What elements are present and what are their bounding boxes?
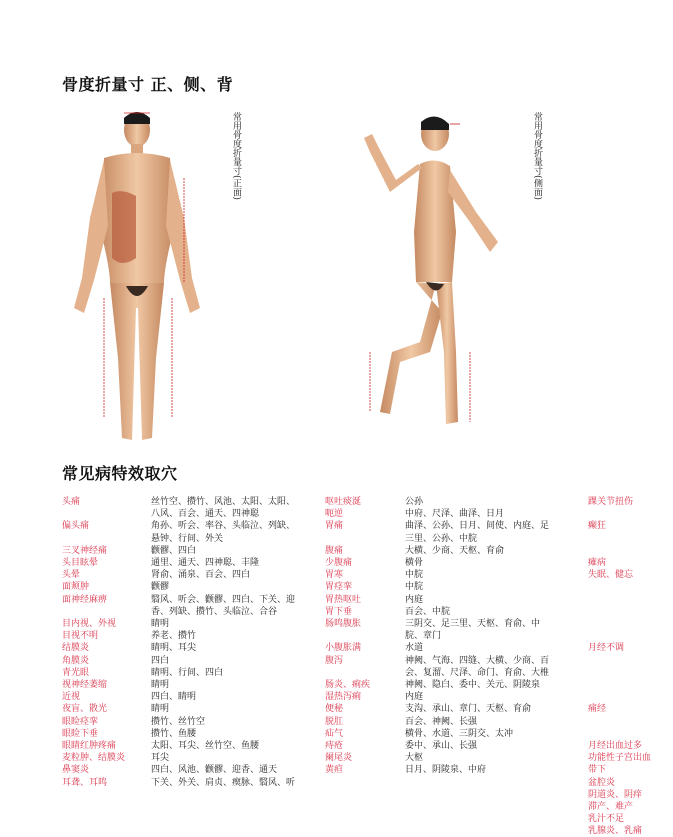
- disease-name: 湿热泻痢: [325, 692, 362, 703]
- acupoint-list: 百会、中脘: [405, 606, 451, 617]
- acupoint-list: 下关、外关、肩贞、瘈脉、翳风、听: [151, 777, 296, 788]
- disease-name: 痛经: [588, 704, 607, 715]
- acupoint-list: 攒竹、丝竹空: [151, 716, 206, 727]
- disease-name: 眼睑痉挛: [62, 716, 99, 727]
- disease-name: 胃痉挛: [325, 582, 353, 593]
- acupoint-list: 水道: [405, 643, 424, 654]
- disease-name: 痔疮: [325, 741, 344, 751]
- disease-name: 胃热呕吐: [325, 594, 362, 605]
- disease-name: 月经不调: [588, 643, 625, 654]
- disease-name: 面颊肿: [62, 582, 90, 593]
- side-figure-caption: 常用骨度折量寸(侧面): [532, 112, 542, 201]
- acupoint-list: 公孙: [405, 497, 424, 507]
- disease-name: 眼睛红肿疼痛: [62, 741, 117, 751]
- acupoint-list: 四白、风池、颧髎、迎香、通天: [151, 765, 278, 776]
- acupoint-list: 香、列缺、攒竹、头临泣、合谷: [151, 606, 278, 617]
- acupoint-list: 太阳、耳尖、丝竹空、鱼腰: [151, 741, 260, 751]
- acupoint-list: 耳尖: [151, 753, 170, 764]
- acupoint-list: 内庭: [405, 594, 424, 605]
- disease-name: 功能性子宫出血: [588, 753, 652, 764]
- disease-name: 阴道炎、阴痒: [588, 789, 643, 800]
- acupoint-list: 颧髎: [151, 582, 170, 593]
- disease-name: 视神经萎缩: [62, 680, 108, 690]
- side-figure-illustration: [350, 112, 520, 442]
- acupoint-list: 翳风、听会、颧髎、四白、下关、迎: [151, 594, 296, 605]
- section-title-bone-measurement: 骨度折量寸 正、侧、背: [62, 75, 234, 94]
- acupoint-list: 大枢: [405, 753, 424, 764]
- acupoint-list: 支沟、承山、章门、天枢、育俞: [405, 704, 532, 715]
- disease-name: 耳聋、耳鸣: [62, 777, 108, 788]
- disease-name: 目内视、外视: [62, 619, 117, 629]
- disease-name: 月经出血过多: [588, 741, 643, 751]
- disease-name: 癫狂: [588, 521, 607, 532]
- acupoint-list: 养老、攒竹: [151, 631, 197, 642]
- acupoint-list: 攒竹、鱼腰: [151, 728, 197, 739]
- acupoint-list: 会、复溜、尺泽、命门、育俞、大椎: [405, 667, 550, 678]
- disease-name: 偏头痛: [62, 521, 90, 532]
- acupoint-list: 睛明、耳尖: [151, 643, 197, 654]
- acupoint-list: 内庭: [405, 692, 424, 703]
- disease-name: 脱肛: [325, 716, 344, 727]
- disease-name: 面神经麻痹: [62, 594, 108, 605]
- acupoint-list: 睛明: [151, 619, 170, 629]
- disease-name: 呃逆: [325, 509, 344, 520]
- acupoint-list: 四白: [151, 655, 170, 666]
- disease-name: 呕吐痰涎: [325, 497, 362, 507]
- disease-name: 胃下垂: [325, 606, 353, 617]
- section-title-common-diseases: 常见病特效取穴: [62, 464, 178, 483]
- disease-name: 头痛: [62, 497, 81, 507]
- disease-name: 带下: [588, 765, 607, 776]
- disease-name: 便秘: [325, 704, 344, 715]
- acupoint-list: 中脘: [405, 582, 424, 593]
- acupoint-list: 睛明: [151, 704, 170, 715]
- disease-name: 鼻窦炎: [62, 765, 90, 776]
- acupoint-list: 三阴交、足三里、天枢、育俞、中: [405, 619, 541, 629]
- disease-name: 踝关节扭伤: [588, 497, 634, 507]
- disease-name: 结膜炎: [62, 643, 90, 654]
- disease-name: 滞产、难产: [588, 802, 634, 812]
- disease-name: 瘫病: [588, 558, 607, 568]
- acupoint-list: 肾俞、涌泉、百会、四白: [151, 570, 251, 581]
- acupoint-list: 神阙、气海、四缝、大横、少商、百: [405, 655, 550, 666]
- acupoint-list: 丝竹空、攒竹、风池、太阳、太阳、: [151, 497, 296, 507]
- disease-name: 腹痛: [325, 545, 344, 556]
- acupoint-list: 悬钟、行间、外关: [151, 533, 224, 544]
- disease-name: 夜盲、散光: [62, 704, 108, 715]
- disease-name: 头晕: [62, 570, 81, 581]
- disease-name: 肠炎、痢疾: [325, 680, 371, 690]
- acupoint-list: 睛明、行间、四白: [151, 667, 224, 678]
- disease-name: 小腹胀满: [325, 643, 362, 654]
- acupoint-list: 委中、承山、长强: [405, 741, 478, 751]
- disease-name: 腹泻: [325, 655, 344, 666]
- acupoint-list: 脘、章门: [405, 631, 442, 642]
- acupoint-list: 神阙、隐白、委中、关元、阴陵泉: [405, 680, 541, 690]
- acupoint-list: 百会、神阙、长强: [405, 716, 478, 727]
- disease-name: 阑尾炎: [325, 753, 353, 764]
- acupoint-list: 八风、百会、通天、四神聪: [151, 509, 260, 520]
- disease-name: 少腹痛: [325, 558, 353, 568]
- disease-name: 麦粒肿、结膜炎: [62, 753, 126, 764]
- acupoint-list: 中脘: [405, 570, 424, 581]
- disease-name: 乳汁不足: [588, 814, 625, 825]
- disease-name: 眼睑下垂: [62, 728, 99, 739]
- front-figure-caption: 常用骨度折量寸(正面): [231, 112, 241, 201]
- disease-name: 黄疸: [325, 765, 344, 776]
- disease-name: 失眠、健忘: [588, 570, 634, 581]
- acupoint-list: 横骨、水道、三阴交、太冲: [405, 728, 514, 739]
- disease-name: 近视: [62, 692, 81, 703]
- disease-name: 青光眼: [62, 667, 90, 678]
- disease-name: 疝气: [325, 728, 344, 739]
- disease-name: 角膜炎: [62, 655, 90, 666]
- acupoint-list: 四白、睛明: [151, 692, 197, 703]
- acupoint-list: 横骨: [405, 558, 424, 568]
- disease-name: 胃寒: [325, 570, 344, 581]
- disease-name: 头目眩晕: [62, 558, 99, 568]
- acupoint-list: 曲泽、公孙、日月、间使、内庭、足: [405, 521, 550, 532]
- disease-name: 乳腺炎、乳痛: [588, 826, 643, 837]
- acupoint-list: 睛明: [151, 680, 170, 690]
- acupoint-list: 角孙、听会、率谷、头临泣、列缺、: [151, 521, 296, 532]
- acupoint-list: 三里、公孙、中脘: [405, 533, 478, 544]
- disease-name: 盆腔炎: [588, 777, 616, 788]
- acupoint-list: 日月、阴陵泉、中府: [405, 765, 487, 776]
- disease-name: 胃痛: [325, 521, 344, 532]
- acupoint-list: 中府、尺泽、曲泽、日月: [405, 509, 505, 520]
- front-figure-illustration: [64, 108, 214, 448]
- acupoint-list: 颧髎、四白: [151, 545, 197, 556]
- disease-name: 肠鸣腹胀: [325, 619, 362, 629]
- acupoint-list: 通里、通天、四神聪、丰隆: [151, 558, 260, 568]
- acupoint-list: 大横、少商、天枢、育俞: [405, 545, 505, 556]
- disease-name: 三叉神经痛: [62, 545, 108, 556]
- disease-name: 目视不明: [62, 631, 99, 642]
